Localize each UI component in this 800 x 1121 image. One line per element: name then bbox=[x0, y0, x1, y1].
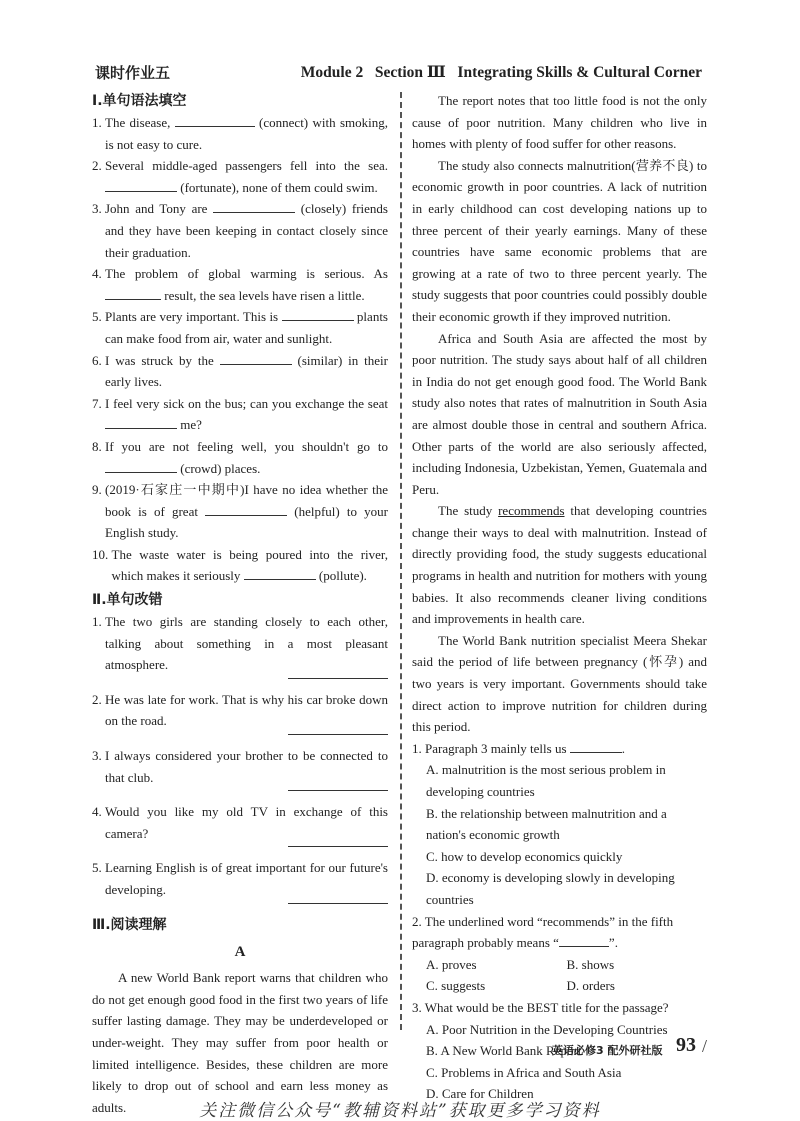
question-number: 2. bbox=[92, 158, 105, 174]
grammar-question-5 bbox=[92, 306, 388, 349]
question-text: I always considered your brother to be connected to that club. bbox=[105, 748, 388, 785]
question-text: Learning English is of great important for our future's developing. bbox=[105, 860, 388, 897]
correction-question-5 bbox=[92, 857, 388, 900]
question-text: The disease, (connect) with smoking, is not easy to cure. bbox=[105, 115, 388, 152]
question-text: The two girls are standing closely to each other, talking about something in a most pleasant atmosphere. bbox=[105, 614, 388, 673]
section2-title: Ⅱ.单句改错 bbox=[92, 592, 163, 609]
question-text: The waste water is being poured into the river, which makes it seriously (pollute). bbox=[111, 546, 388, 584]
page-header-right: Module 2 Section Ⅲ Integrating Skills & Cultural Corner bbox=[300, 64, 702, 81]
question-text: Several middle-aged passengers fell into the sea. (fortunate), none of them could swim. bbox=[105, 158, 388, 195]
answer-blank[interactable] bbox=[105, 286, 161, 300]
question-number: 8. bbox=[92, 438, 105, 454]
q3-option-a[interactable]: A. Poor Nutrition in the Developing Countries bbox=[426, 1021, 668, 1037]
passage-paragraph-6: The World Bank nutrition specialist Meera Shekar said the period of life between pregnancy (怀孕) and two years is very important. Governments should take direct action to improve nutrition for children during this period. bbox=[412, 632, 707, 735]
question-number: 5. bbox=[92, 309, 105, 325]
right-column bbox=[412, 90, 707, 1105]
answer-blank[interactable] bbox=[570, 739, 622, 753]
q1-option-a[interactable]: A. malnutrition is the most serious problem in developing countries bbox=[426, 762, 666, 799]
question-number: 4. bbox=[92, 266, 105, 282]
question-2: 2. The underlined word “recommends” in the fifth paragraph probably means “ ”. bbox=[412, 913, 674, 951]
grammar-question-3 bbox=[92, 198, 388, 263]
question-text: I was struck by the (similar) in their early lives. bbox=[105, 352, 388, 390]
answer-blank[interactable] bbox=[559, 933, 609, 947]
promo-text: 关注微信公众号“教辅资料站”获取更多学习资料 bbox=[199, 1101, 601, 1121]
page-number: 93 bbox=[676, 1034, 696, 1056]
question-text: (2019·石家庄一中期中)I have no idea whether the book is of great (helpful) to your English study. bbox=[105, 482, 388, 541]
question-text: If you are not feeling well, you shouldn't go to (crowd) places. bbox=[105, 438, 388, 476]
grammar-question-10 bbox=[92, 544, 388, 587]
question-text: Plants are very important. This is plants can make food from air, water and sunlight. bbox=[105, 309, 388, 346]
question-number: 6. bbox=[92, 352, 105, 368]
question-text: He was late for work. That is why his car broke down on the road. bbox=[105, 691, 388, 729]
question-number: 7. bbox=[92, 395, 105, 411]
answer-blank[interactable] bbox=[213, 199, 295, 213]
question-number: 4. bbox=[92, 804, 105, 820]
answer-blank[interactable] bbox=[282, 307, 354, 321]
answer-line[interactable] bbox=[288, 903, 388, 904]
question-3: 3. What would be the BEST title for the passage? bbox=[412, 999, 669, 1015]
question-number: 2. bbox=[92, 691, 105, 707]
q2-option-b[interactable]: B. shows bbox=[566, 956, 615, 972]
grammar-question-2 bbox=[92, 155, 388, 198]
grammar-question-9 bbox=[92, 479, 388, 544]
answer-blank[interactable] bbox=[105, 178, 177, 192]
q2-option-c[interactable]: C. suggests bbox=[426, 978, 486, 994]
passage-paragraph-1: A new World Bank report warns that children who do not get enough good food in the first two years of life suffer lasting damage. They may be underdeveloped or under-weight. They may suffer from poor health or limited intelligence. Besides, these children are more likely to drop out of school and earn less money as adults. bbox=[92, 970, 388, 1115]
answer-blank[interactable] bbox=[205, 502, 287, 516]
question-text: I feel very sick on the bus; can you exchange the seat me? bbox=[105, 395, 388, 433]
passage-paragraph-4: Africa and South Asia are affected the most by poor nutrition. The study says about half of all children in India do not get enough good food. The World Bank study also notes that rates of malnutrition in South Asia are almost double those in central and southern Africa. Other parts of the world are also seriously affected, including Indonesia, Uzbekistan, Yemen, Guatemala and Peru. bbox=[412, 330, 707, 497]
q2-option-d[interactable]: D. orders bbox=[566, 978, 615, 994]
q1-option-c[interactable]: C. how to develop economics quickly bbox=[426, 848, 623, 864]
q2-options-row-2 bbox=[412, 975, 707, 997]
grammar-question-6 bbox=[92, 350, 388, 393]
q3-option-c[interactable]: C. Problems in Africa and South Asia bbox=[426, 1064, 622, 1080]
correction-question-4 bbox=[92, 801, 388, 844]
question-number: 3. bbox=[92, 201, 105, 217]
passage-paragraph-5: The study recommends that developing countries change their ways to deal with malnutrition. Instead of directly providing food, the study suggests educational programs in health and nutrition for mothers with young babies. It also recommends cleaner living conditions and improvements in health care. bbox=[412, 503, 707, 627]
page-header-left: 课时作业五 bbox=[95, 64, 171, 82]
q3-option-d[interactable]: D. Care for Children bbox=[426, 1086, 534, 1102]
answer-line[interactable] bbox=[288, 846, 388, 847]
grammar-question-8 bbox=[92, 436, 388, 479]
correction-question-1 bbox=[92, 611, 388, 676]
section1-list bbox=[92, 112, 388, 587]
footer-slash: / bbox=[702, 1036, 708, 1056]
answer-blank[interactable] bbox=[244, 566, 316, 580]
question-1: 1. Paragraph 3 mainly tells us . bbox=[412, 740, 626, 756]
section2-list bbox=[92, 611, 388, 904]
passage-label: A bbox=[234, 943, 246, 960]
passage-paragraph-3: The study also connects malnutrition(营养不良) to economic growth in poor countries. A lack of nutrition in early childhood can cost developing nations up to three percent of their yearly earnings. Many of these countries have same economic problems that are growing at a rate of two to three percent yearly. The study suggests that poor countries could possibly double their economic growth if they improved nutrition. bbox=[412, 157, 707, 324]
grammar-question-1 bbox=[92, 112, 388, 155]
answer-line[interactable] bbox=[288, 678, 388, 679]
answer-line[interactable] bbox=[288, 734, 388, 735]
answer-blank[interactable] bbox=[105, 459, 177, 473]
section1-title: Ⅰ.单句语法填空 bbox=[92, 93, 187, 109]
correction-question-2 bbox=[92, 689, 388, 732]
q1-option-b[interactable]: B. the relationship between malnutrition and a nation's economic growth bbox=[426, 805, 667, 843]
question-number: 5. bbox=[92, 860, 105, 876]
question-text: The problem of global warming is serious. As result, the sea levels have risen a little. bbox=[105, 266, 388, 303]
question-number: 10. bbox=[92, 546, 112, 562]
question-number: 9. bbox=[92, 482, 105, 498]
question-number: 3. bbox=[92, 748, 105, 764]
answer-blank[interactable] bbox=[220, 351, 292, 365]
q1-option-d[interactable]: D. economy is developing slowly in developing countries bbox=[426, 870, 675, 907]
question-text: John and Tony are (closely) friends and they have been keeping in contact closely since their graduation. bbox=[105, 201, 388, 260]
answer-blank[interactable] bbox=[175, 113, 255, 127]
footer-book-label: 英语必修3 配外研社版 bbox=[552, 1044, 663, 1057]
answer-blank[interactable] bbox=[105, 415, 177, 429]
q2-options-row-1 bbox=[412, 954, 707, 976]
underlined-word: recommends bbox=[498, 503, 565, 519]
question-number: 1. bbox=[92, 614, 105, 630]
q3-option-b[interactable]: B. A New World Bank Report bbox=[426, 1043, 582, 1059]
section3-title: Ⅲ.阅读理解 bbox=[92, 916, 167, 933]
passage-paragraph-2: The report notes that too little food is not the only cause of poor nutrition. Many children who live in homes with plenty of food suffer for other reasons. bbox=[412, 93, 707, 152]
q2-option-a[interactable]: A. proves bbox=[426, 956, 477, 972]
left-column bbox=[92, 90, 388, 1118]
grammar-question-7 bbox=[92, 393, 388, 436]
column-divider bbox=[400, 92, 402, 1030]
question-text: Would you like my old TV in exchange of this camera? bbox=[105, 804, 388, 841]
grammar-question-4 bbox=[92, 263, 388, 306]
question-number: 1. bbox=[92, 115, 105, 130]
answer-line[interactable] bbox=[288, 790, 388, 791]
correction-question-3 bbox=[92, 745, 388, 788]
